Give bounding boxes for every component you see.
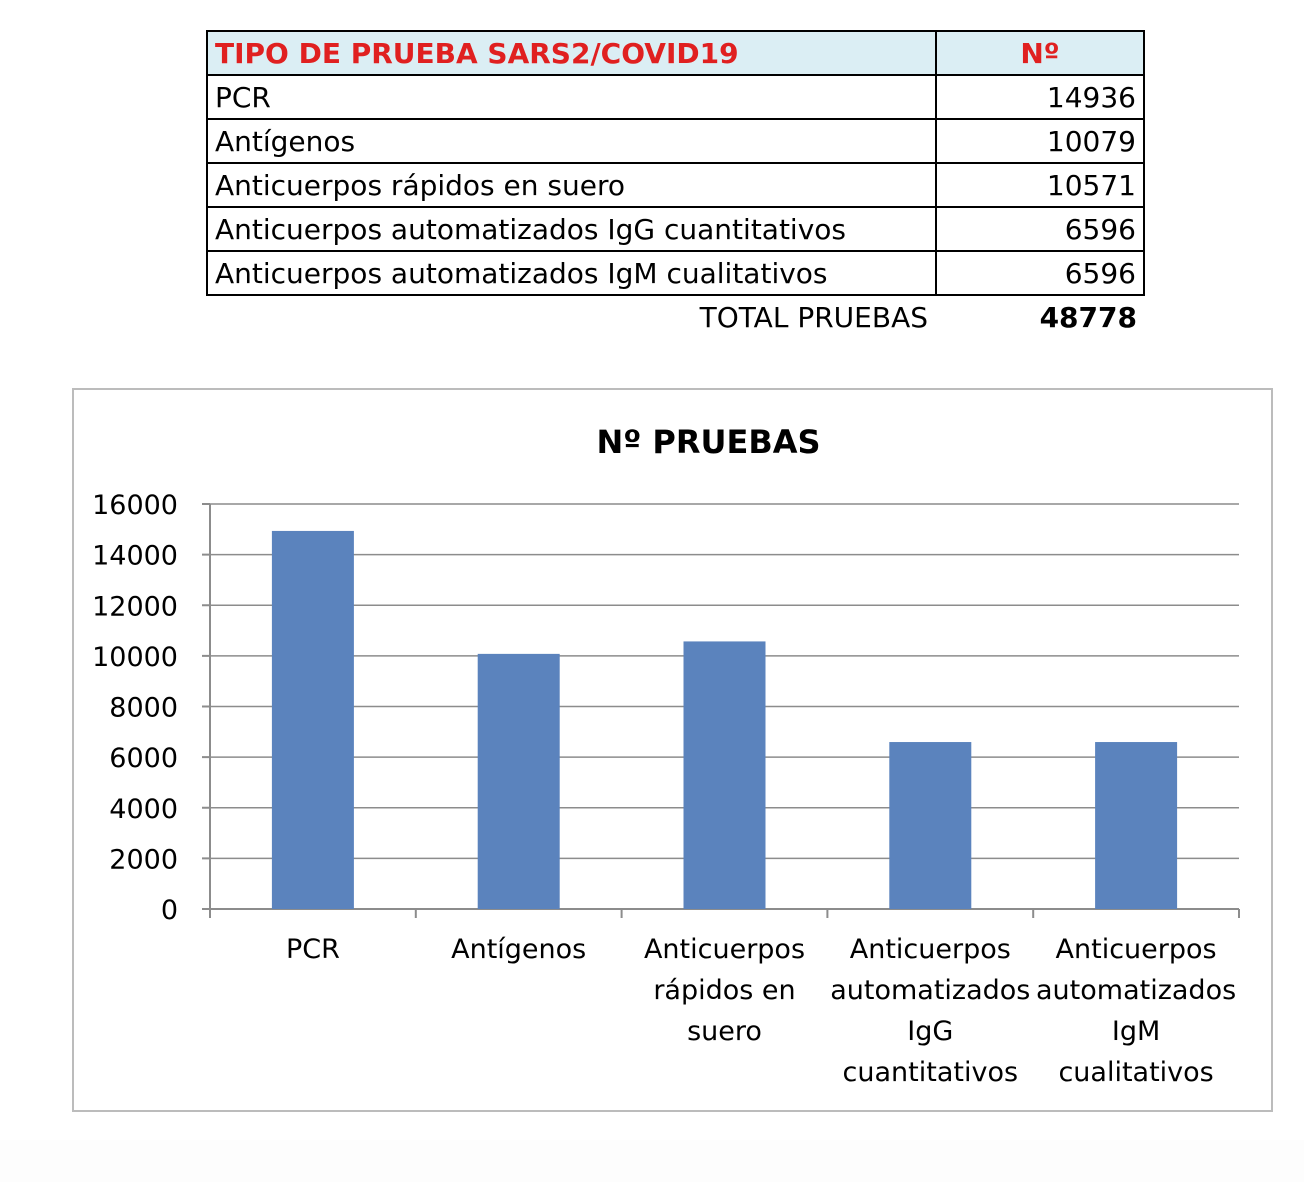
row-label: PCR: [207, 75, 936, 119]
row-value: 14936: [936, 75, 1144, 119]
x-category-label-line: Antígenos: [451, 934, 587, 965]
row-value: 10079: [936, 119, 1144, 163]
x-category-label-line: IgM: [1111, 1016, 1161, 1047]
x-category-label-line: rápidos en: [653, 975, 796, 1006]
footer-strip: [0, 1140, 1304, 1182]
y-tick-label: 16000: [92, 490, 178, 521]
row-value: 6596: [936, 251, 1144, 295]
row-label: Anticuerpos automatizados IgM cualitativos: [207, 251, 936, 295]
bar: [478, 654, 560, 909]
x-category-label-line: Anticuerpos: [849, 934, 1011, 965]
x-category-label: [830, 934, 1030, 1088]
chart-canvas: [74, 390, 1271, 1110]
bar: [889, 742, 971, 909]
total-row: [207, 295, 1144, 339]
header-count: Nº: [936, 31, 1144, 75]
x-category-label-line: cuantitativos: [842, 1057, 1019, 1088]
header-test-type: TIPO DE PRUEBA SARS2/COVID19: [207, 31, 936, 75]
x-category-label-line: suero: [687, 1016, 762, 1047]
row-value: 6596: [936, 207, 1144, 251]
y-tick-label: 4000: [109, 793, 178, 825]
y-tick-label: 12000: [92, 591, 178, 623]
row-label: Anticuerpos rápidos en suero: [207, 163, 936, 207]
x-category-label: [644, 934, 805, 1047]
x-category-label-line: Anticuerpos: [1055, 934, 1217, 965]
bar-chart: [72, 388, 1273, 1112]
x-category-label: [286, 934, 340, 965]
total-value: 48778: [1039, 301, 1137, 334]
x-category-label-line: IgG: [907, 1016, 954, 1047]
row-label: Antígenos: [207, 119, 936, 163]
chart-title: Nº PRUEBAS: [596, 423, 821, 461]
y-tick-label: 14000: [92, 540, 178, 572]
x-category-label-line: PCR: [285, 934, 340, 965]
table-row: [207, 207, 1144, 251]
y-tick-label: 8000: [109, 692, 178, 724]
x-category-label-line: automatizados: [830, 975, 1031, 1006]
x-category-label-line: cualitativos: [1058, 1057, 1214, 1088]
table-row: [207, 75, 1144, 119]
table-row: [207, 119, 1144, 163]
bar: [684, 641, 766, 909]
tests-table: [206, 30, 1145, 339]
x-category-label-line: Anticuerpos: [643, 934, 806, 965]
table-row: [207, 251, 1144, 295]
table-header-row: [207, 31, 1144, 75]
table-row: [207, 163, 1144, 207]
row-label: Anticuerpos automatizados IgG cuantitativos: [207, 207, 936, 251]
y-tick-label: 2000: [109, 844, 178, 876]
x-category-label: [1036, 934, 1236, 1088]
bar: [1095, 742, 1177, 909]
x-category-label: [451, 934, 586, 965]
row-value: 10571: [936, 163, 1144, 207]
y-tick-label: 0: [160, 895, 178, 926]
bar: [272, 531, 354, 909]
y-tick-label: 10000: [92, 641, 178, 673]
x-category-label-line: automatizados: [1036, 975, 1237, 1006]
total-label: TOTAL PRUEBAS: [699, 301, 928, 334]
y-tick-label: 6000: [109, 743, 178, 775]
